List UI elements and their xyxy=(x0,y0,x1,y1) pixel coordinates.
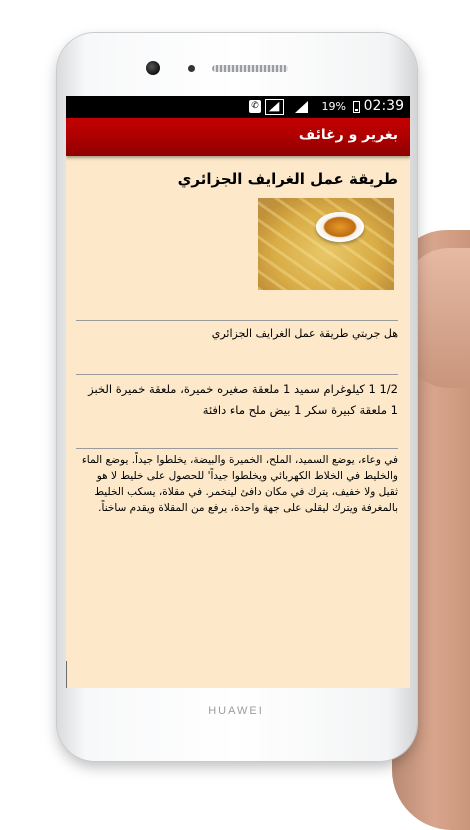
recipe-content[interactable] xyxy=(66,156,410,688)
status-bar xyxy=(66,96,410,118)
earpiece-speaker xyxy=(212,65,288,72)
app-title: بغرير و رغائف xyxy=(298,127,398,143)
battery-icon xyxy=(353,101,360,113)
recipe-steps: في وعاء، يوضع السميد، الملح، الخميرة والبيضة، يخلطوا جيداً. يوضع الماء والخليط في الخلاط الكهربائي ويخلطوا جيداً' للحصول على خليط لا هو ثقيل ولا خفيف، يترك في مكان دافئ ليتخمر. في مقلاة، يسكب الخليط بالمغرفة ويترك ليقلى على جهة واحدة، يرفع من المقلاة ويقدم ساخناً. xyxy=(81,454,398,514)
honey-bowl xyxy=(316,212,364,242)
call-notification-icon: ✆ xyxy=(249,100,261,113)
recipe-photo[interactable] xyxy=(258,198,394,290)
recipe-title: طريقة عمل الغرايف الجزائري xyxy=(177,170,398,188)
recipe-intro: هل جربتي طريقة عمل الغرايف الجزائري xyxy=(211,327,398,340)
signal-strength-icon xyxy=(265,99,284,115)
signal-strength-icon-2 xyxy=(294,100,310,114)
clock: 02:39 xyxy=(363,98,404,114)
brand-logo: HUAWEI xyxy=(208,705,264,717)
divider xyxy=(76,448,398,449)
front-camera-icon xyxy=(146,61,160,75)
scroll-edge xyxy=(66,661,67,688)
sensor-icon xyxy=(188,65,195,72)
divider xyxy=(76,374,398,375)
screen xyxy=(66,96,410,688)
battery-percent: 19% xyxy=(321,100,346,113)
divider xyxy=(76,320,398,321)
recipe-ingredients: 1/2 1 كيلوغرام سميد 1 ملعقة صغيره خميرة، ملعقة خميرة الخبز 1 ملعقة كبيرة سكر 1 بيض ملح ماء دافئة xyxy=(88,382,398,417)
app-bar xyxy=(66,118,410,156)
